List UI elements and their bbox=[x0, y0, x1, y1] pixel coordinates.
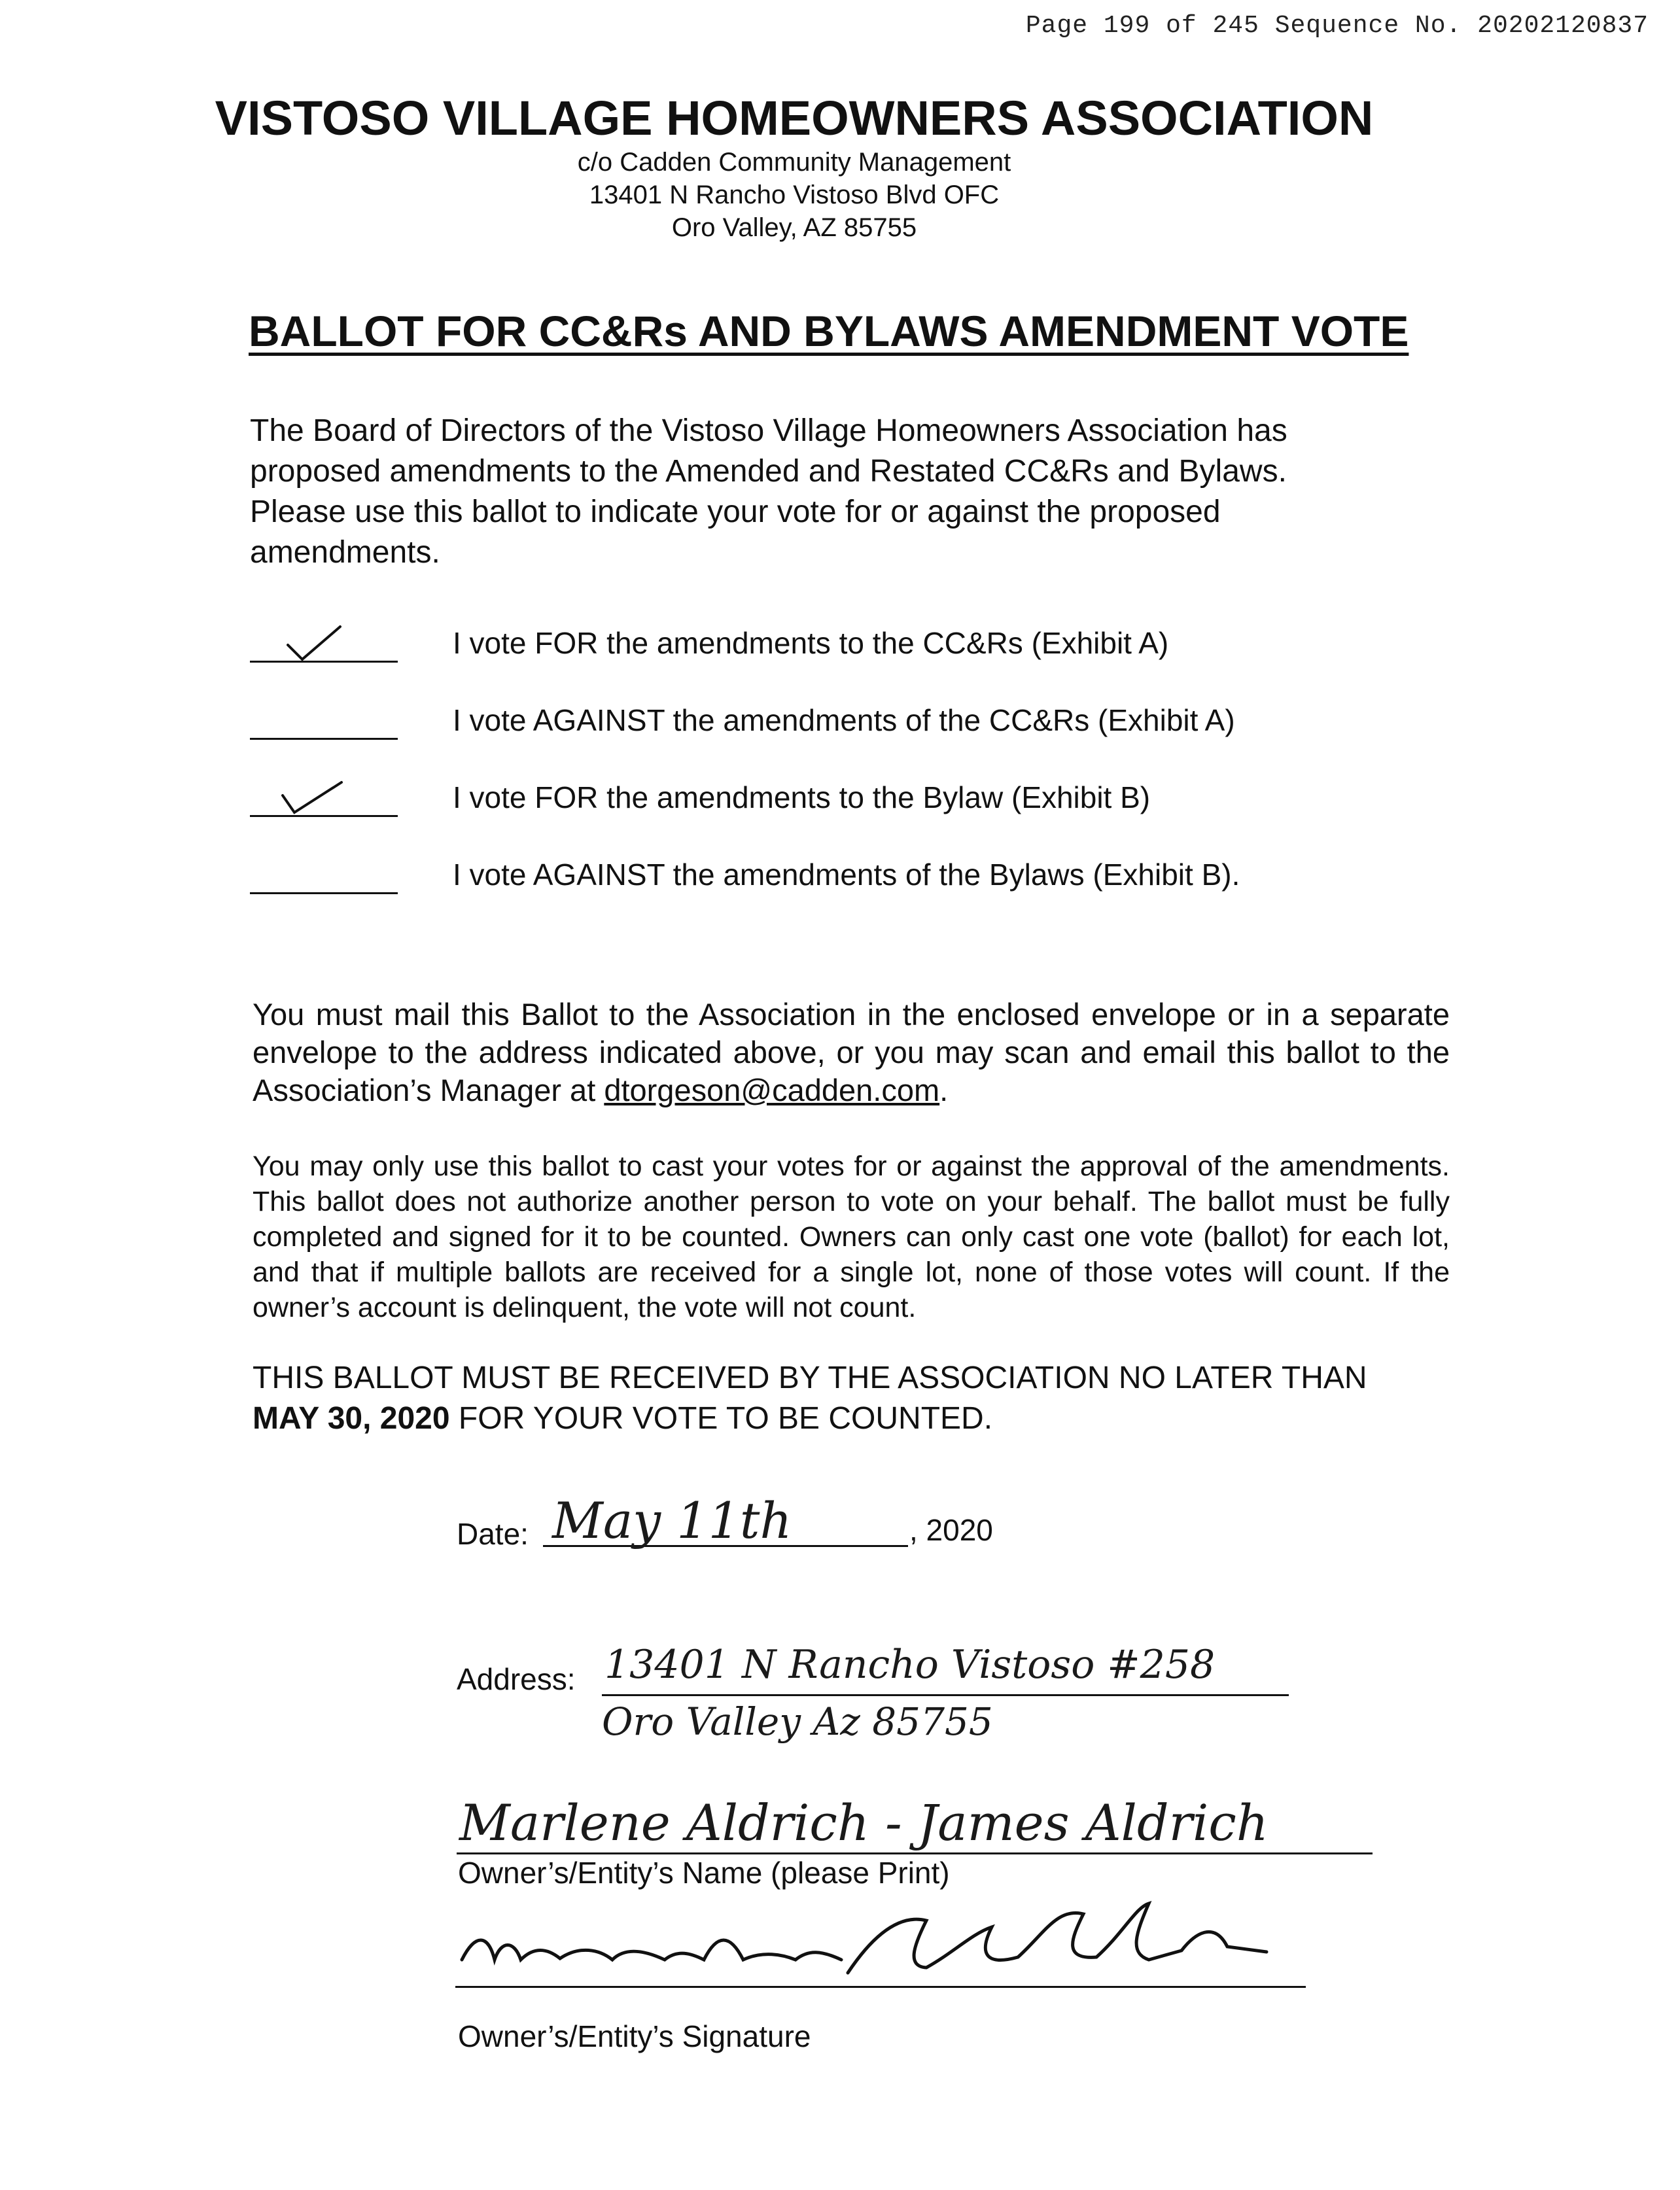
checkmark-icon bbox=[270, 621, 361, 661]
deadline-line1: THIS BALLOT MUST BE RECEIVED BY THE ASSOCIATION NO LATER THAN bbox=[253, 1361, 1367, 1395]
city-state-zip: Oro Valley, AZ 85755 bbox=[671, 213, 917, 242]
date-input-line[interactable] bbox=[543, 1491, 908, 1550]
intro-paragraph: The Board of Directors of the Vistoso Village Homeowners Association has proposed amendments to the Amended and Restated CC&Rs and Bylaws. Please use this ballot to indicate your vote for or against the proposed amendments. bbox=[250, 413, 1287, 570]
page-header: Page 199 of 245 Sequence No. 20202120837 bbox=[1025, 12, 1649, 40]
address-input-line[interactable] bbox=[602, 1641, 1289, 1696]
owner-name-handwritten: Marlene Aldrich - James Aldrich bbox=[459, 1794, 1269, 1852]
address-line1-handwritten: 13401 N Rancho Vistoso #258 bbox=[604, 1642, 1216, 1688]
vote-row-bylaws-for[interactable] bbox=[250, 756, 1427, 814]
deadline-notice bbox=[253, 1358, 1469, 1439]
date-handwritten: May 11th bbox=[552, 1491, 792, 1550]
ballot-rules: You may only use this ballot to cast your votes for or against the approval of the amendments. This ballot does not authorize another person to vote on your behalf. The ballot must be fully completed and signed for it to be counted. Owners can only cast one vote (ballot) for each lot, and that if multiple ballots are received for a single lot, none of those votes will count. If the owner’s account is delinquent, the vote will not count. bbox=[253, 1151, 1450, 1323]
signature-label: Owner’s/Entity’s Signature bbox=[458, 2019, 811, 2053]
ballot-title: BALLOT FOR CC&Rs AND BYLAWS AMENDMENT VOTE bbox=[249, 307, 1409, 355]
deadline-date: MAY 30, 2020 bbox=[253, 1401, 450, 1436]
checkmark-blank[interactable] bbox=[250, 853, 398, 894]
mail-instructions-text: You must mail this Ballot to the Association in the enclosed envelope or in a separate envelope to the address indicated above, or you may scan and email this ballot to the Association’s Manager at bbox=[253, 997, 1450, 1107]
owner-name-line[interactable] bbox=[457, 1792, 1373, 1854]
street-address: 13401 N Rancho Vistoso Blvd OFC bbox=[589, 181, 1000, 209]
vote-row-bylaws-against[interactable] bbox=[250, 833, 1427, 892]
signature-line[interactable] bbox=[455, 1894, 1306, 1988]
vote-row-ccrs-against[interactable] bbox=[250, 679, 1427, 737]
vote-label: I vote FOR the amendments to the Bylaw (Exhibit B) bbox=[453, 780, 1151, 814]
address-line2-handwritten: Oro Valley Az 85755 bbox=[602, 1699, 993, 1744]
organization-name: VISTOSO VILLAGE HOMEOWNERS ASSOCIATION bbox=[215, 91, 1374, 145]
date-label: Date: bbox=[457, 1517, 529, 1551]
date-year: , 2020 bbox=[909, 1513, 993, 1547]
checkmark-blank[interactable] bbox=[250, 776, 398, 817]
address-label: Address: bbox=[457, 1662, 576, 1696]
checkmark-blank[interactable] bbox=[250, 621, 398, 663]
checkmark-blank[interactable] bbox=[250, 699, 398, 740]
vote-label: I vote FOR the amendments to the CC&Rs (Exhibit A) bbox=[453, 626, 1169, 660]
vote-row-ccrs-for[interactable] bbox=[250, 602, 1427, 660]
vote-label: I vote AGAINST the amendments of the Bylaws (Exhibit B). bbox=[453, 858, 1240, 892]
mail-instructions-end: . bbox=[939, 1073, 949, 1107]
owner-name-label: Owner’s/Entity’s Name (please Print) bbox=[458, 1856, 950, 1890]
mail-instructions bbox=[253, 996, 1450, 1109]
care-of-line: c/o Cadden Community Management bbox=[577, 148, 1011, 177]
deadline-rest: FOR YOUR VOTE TO BE COUNTED. bbox=[449, 1401, 993, 1436]
manager-email-link[interactable]: dtorgeson@cadden.com bbox=[604, 1073, 940, 1107]
vote-label: I vote AGAINST the amendments of the CC&Rs (Exhibit A) bbox=[453, 703, 1235, 737]
signature-scribble bbox=[455, 1894, 1306, 1986]
checkmark-icon bbox=[270, 776, 361, 815]
